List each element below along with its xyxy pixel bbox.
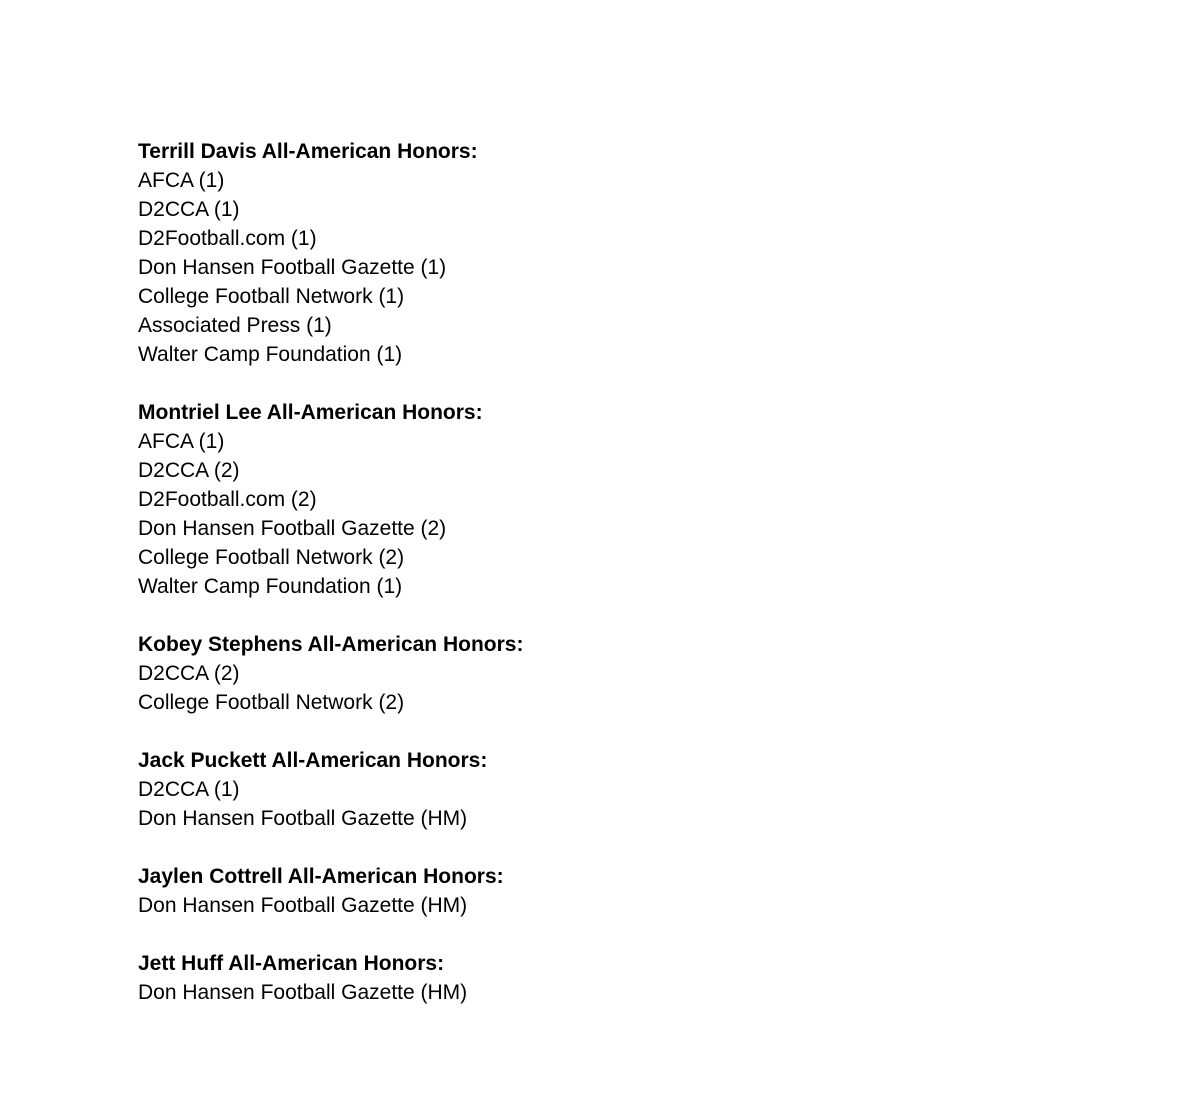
- honor-item: AFCA (1): [138, 169, 225, 192]
- honors-section-jett-huff: [138, 949, 1138, 1007]
- honor-item: D2Football.com (2): [138, 488, 317, 511]
- document-page: [138, 137, 1138, 1036]
- honors-section-jack-puckett: [138, 746, 1138, 833]
- honor-item: D2CCA (2): [138, 459, 240, 482]
- honor-item: D2CCA (1): [138, 778, 240, 801]
- honor-item: Don Hansen Football Gazette (HM): [138, 894, 468, 917]
- honor-item: Don Hansen Football Gazette (2): [138, 517, 447, 540]
- section-heading: Jaylen Cottrell All-American Honors:: [138, 865, 504, 888]
- honor-item: D2CCA (1): [138, 198, 240, 221]
- honors-section-jaylen-cottrell: [138, 862, 1138, 920]
- honor-item: College Football Network (2): [138, 546, 405, 569]
- honor-item: Associated Press (1): [138, 314, 332, 337]
- honor-item: Walter Camp Foundation (1): [138, 343, 403, 366]
- honor-item: Walter Camp Foundation (1): [138, 575, 403, 598]
- section-heading: Terrill Davis All-American Honors:: [138, 140, 478, 163]
- honor-item: AFCA (1): [138, 430, 225, 453]
- honor-item: Don Hansen Football Gazette (HM): [138, 981, 468, 1004]
- section-heading: Jack Puckett All-American Honors:: [138, 749, 488, 772]
- honor-item: Don Hansen Football Gazette (HM): [138, 807, 468, 830]
- honors-section-terrill-davis: [138, 137, 1138, 369]
- honor-item: D2CCA (2): [138, 662, 240, 685]
- section-heading: Kobey Stephens All-American Honors:: [138, 633, 524, 656]
- honor-item: College Football Network (1): [138, 285, 405, 308]
- section-heading: Jett Huff All-American Honors:: [138, 952, 445, 975]
- section-heading: Montriel Lee All-American Honors:: [138, 401, 483, 424]
- honors-section-montriel-lee: [138, 398, 1138, 601]
- honors-section-kobey-stephens: [138, 630, 1138, 717]
- honor-item: D2Football.com (1): [138, 227, 317, 250]
- honor-item: Don Hansen Football Gazette (1): [138, 256, 447, 279]
- honor-item: College Football Network (2): [138, 691, 405, 714]
